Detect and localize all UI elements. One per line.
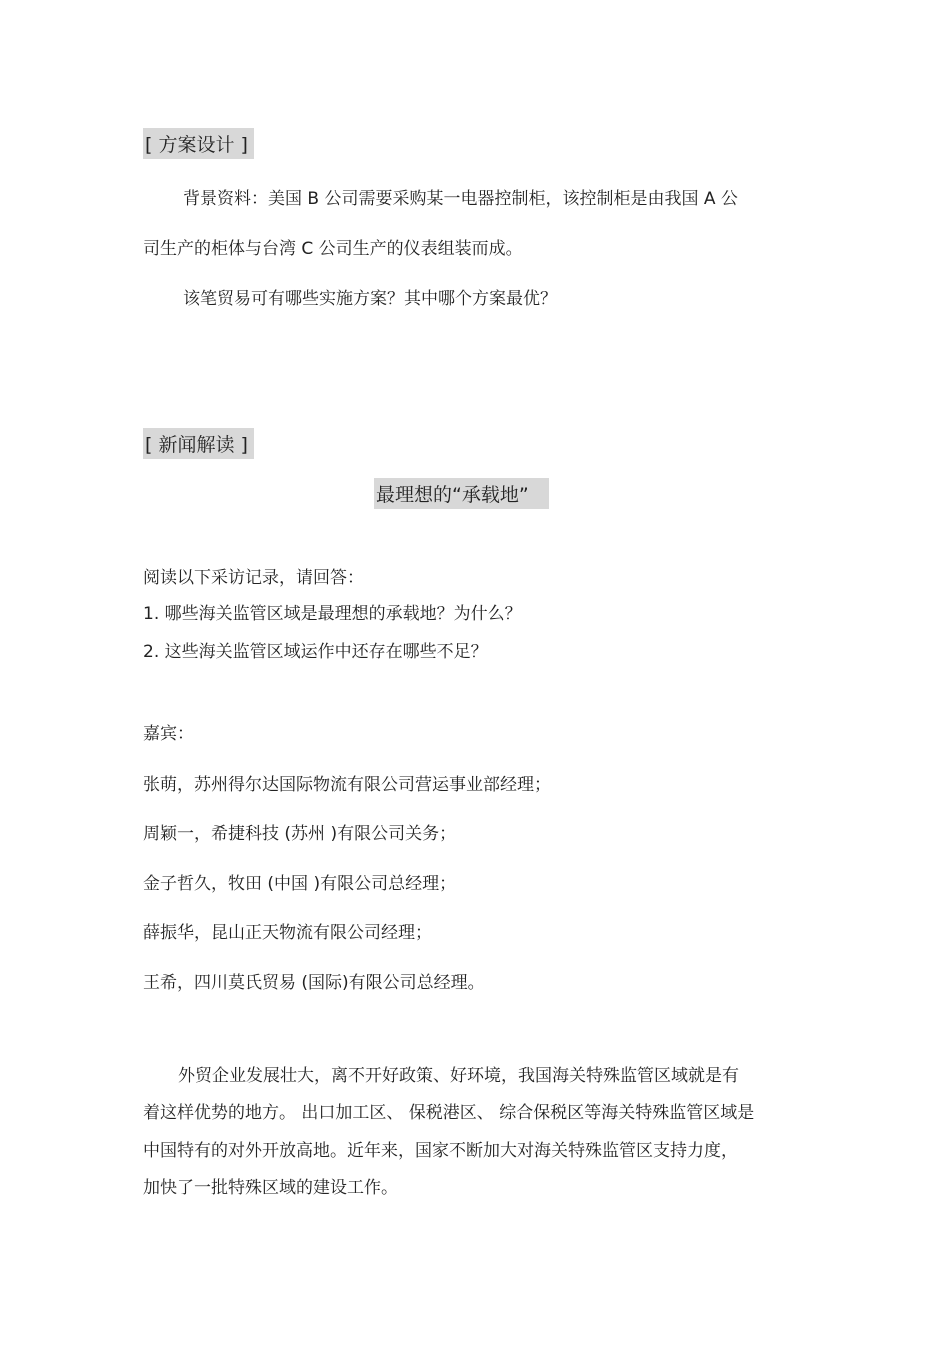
guest-item: 薛振华，昆山正天物流有限公司经理； bbox=[143, 923, 432, 943]
paragraph-line: 中国特有的对外开放高地。近年来，国家不断加大对海关特殊监管区支持力度， bbox=[143, 1141, 738, 1161]
plan-background-line-1: 背景资料：美国 B 公司需要采购某一电器控制柜，该控制柜是由我国 A 公 bbox=[183, 189, 738, 209]
guest-item: 张萌，苏州得尔达国际物流有限公司营运事业部经理； bbox=[143, 775, 551, 795]
news-question-2: 2. 这些海关监管区域运作中还存在哪些不足？ bbox=[143, 642, 488, 662]
plan-question: 该笔贸易可有哪些实施方案？其中哪个方案最优？ bbox=[183, 289, 557, 309]
guests-label: 嘉宾： bbox=[143, 724, 194, 744]
guest-item: 王希，四川莫氏贸易 (国际)有限公司总经理。 bbox=[143, 973, 485, 993]
guest-item: 金子哲久，牧田 (中国 )有限公司总经理； bbox=[143, 874, 457, 894]
news-prompt: 阅读以下采访记录，请回答： bbox=[143, 568, 364, 588]
news-title: 最理想的“承载地” bbox=[374, 478, 549, 509]
news-section-heading: [ 新闻解读 ] bbox=[143, 428, 254, 459]
news-question-1: 1. 哪些海关监管区域是最理想的承载地？为什么？ bbox=[143, 604, 522, 624]
plan-background-line-2: 司生产的柜体与台湾 C 公司生产的仪表组装而成。 bbox=[143, 239, 523, 259]
paragraph-line: 加快了一批特殊区域的建设工作。 bbox=[143, 1178, 398, 1198]
paragraph-line: 外贸企业发展壮大，离不开好政策、好环境，我国海关特殊监管区域就是有 bbox=[178, 1066, 739, 1086]
guest-item: 周颖一，希捷科技 (苏州 )有限公司关务； bbox=[143, 824, 457, 844]
paragraph-line: 着这样优势的地方。 出口加工区、 保税港区、 综合保税区等海关特殊监管区域是 bbox=[143, 1103, 755, 1123]
plan-section-heading: [ 方案设计 ] bbox=[143, 128, 254, 159]
